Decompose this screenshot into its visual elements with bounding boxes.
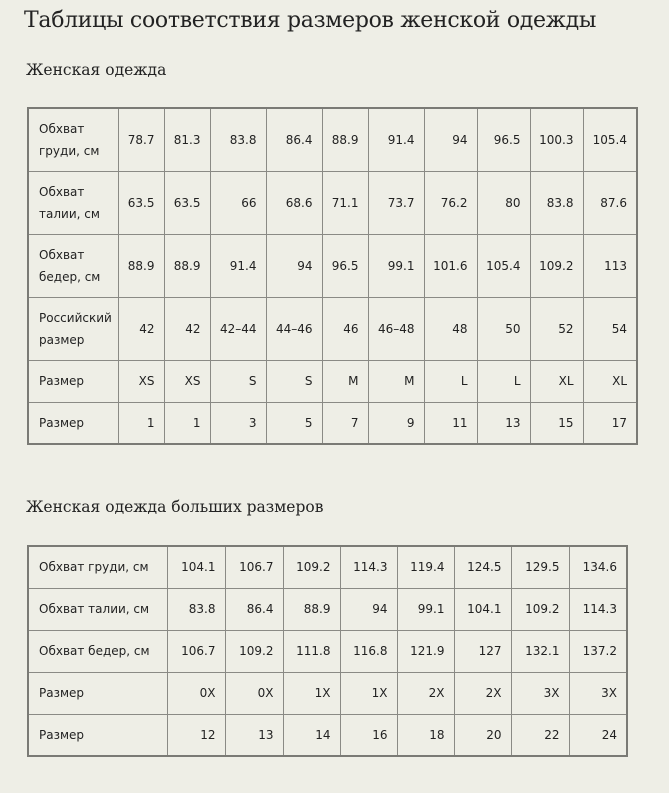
row-label-text: Обхват бедер, см [39, 247, 101, 284]
table-cell: 111.8 [283, 630, 340, 672]
row-label-text: Обхват талии, см [39, 184, 100, 221]
table-row [28, 672, 627, 714]
table-cell: 52 [530, 297, 583, 360]
table-cell: 13 [477, 402, 530, 444]
table-cell: 137.2 [569, 630, 627, 672]
table-cell: 48 [424, 297, 477, 360]
table-cell: S [266, 360, 322, 402]
table-cell: 86.4 [266, 108, 322, 171]
table-cell: 88.9 [322, 108, 368, 171]
table-cell: 54 [583, 297, 637, 360]
table-cell: 106.7 [167, 630, 225, 672]
table-cell: 101.6 [424, 234, 477, 297]
table-cell: 9 [368, 402, 424, 444]
table-row [28, 171, 637, 234]
table-row [28, 546, 627, 588]
table-row [28, 297, 637, 360]
table-cell: 11 [424, 402, 477, 444]
table-cell: 42–44 [210, 297, 266, 360]
row-label [28, 297, 118, 360]
table-cell: 109.2 [530, 234, 583, 297]
table-cell: 87.6 [583, 171, 637, 234]
row-label: Размер [28, 714, 167, 756]
row-label: Обхват груди, см [28, 546, 167, 588]
table-cell: 46–48 [368, 297, 424, 360]
table-cell: 63.5 [118, 171, 164, 234]
table-cell: 3 [210, 402, 266, 444]
table-cell: 109.2 [283, 546, 340, 588]
table-cell: 76.2 [424, 171, 477, 234]
row-label: Размер [28, 402, 118, 444]
table-cell: 124.5 [454, 546, 511, 588]
section-title-plus-size-clothing: Женская одежда больших размеров [26, 498, 324, 516]
table-cell: 20 [454, 714, 511, 756]
table-cell: 121.9 [397, 630, 454, 672]
table-cell: 50 [477, 297, 530, 360]
table-cell: 96.5 [477, 108, 530, 171]
table-cell: 14 [283, 714, 340, 756]
table-row [28, 714, 627, 756]
row-label [28, 234, 118, 297]
page-title: Таблицы соответствия размеров женской одежды [24, 8, 597, 33]
table-cell: 106.7 [225, 546, 283, 588]
table-cell: 94 [266, 234, 322, 297]
table-cell: 99.1 [368, 234, 424, 297]
table-cell: 42 [164, 297, 210, 360]
table-cell: 42 [118, 297, 164, 360]
table-cell: 94 [340, 588, 397, 630]
table-cell: S [210, 360, 266, 402]
section-title-womens-clothing: Женская одежда [26, 61, 167, 79]
table-cell: 71.1 [322, 171, 368, 234]
table-cell: 114.3 [569, 588, 627, 630]
table-cell: 17 [583, 402, 637, 444]
table-row [28, 588, 627, 630]
table-cell: 15 [530, 402, 583, 444]
table-cell: 83.8 [530, 171, 583, 234]
table-cell: 16 [340, 714, 397, 756]
row-label: Размер [28, 672, 167, 714]
row-label: Обхват талии, см [28, 588, 167, 630]
table-cell: 99.1 [397, 588, 454, 630]
table-cell: 7 [322, 402, 368, 444]
table-cell: 127 [454, 630, 511, 672]
table-cell: 0X [225, 672, 283, 714]
table-cell: 1 [118, 402, 164, 444]
table-cell: 88.9 [283, 588, 340, 630]
table-cell: 83.8 [167, 588, 225, 630]
table-cell: 91.4 [368, 108, 424, 171]
table-row [28, 402, 637, 444]
table-cell: 3X [569, 672, 627, 714]
row-label-text: Российский размер [39, 310, 112, 347]
table-cell: XL [583, 360, 637, 402]
table-cell: 12 [167, 714, 225, 756]
table-cell: 134.6 [569, 546, 627, 588]
table-cell: XS [164, 360, 210, 402]
table-cell: 66 [210, 171, 266, 234]
table-row [28, 360, 637, 402]
table-cell: 96.5 [322, 234, 368, 297]
table-cell: 88.9 [164, 234, 210, 297]
table-row [28, 234, 637, 297]
table-cell: 80 [477, 171, 530, 234]
table-cell: 46 [322, 297, 368, 360]
table-cell: 119.4 [397, 546, 454, 588]
table-cell: 109.2 [511, 588, 569, 630]
table-cell: 68.6 [266, 171, 322, 234]
plus-size-table [27, 545, 628, 757]
table-cell: 113 [583, 234, 637, 297]
womens-size-table [27, 107, 638, 445]
table-cell: 73.7 [368, 171, 424, 234]
table-cell: 105.4 [477, 234, 530, 297]
table-cell: M [322, 360, 368, 402]
row-label [28, 108, 118, 171]
table-cell: 94 [424, 108, 477, 171]
table-cell: 81.3 [164, 108, 210, 171]
table-cell: L [424, 360, 477, 402]
table-cell: 132.1 [511, 630, 569, 672]
table-cell: XL [530, 360, 583, 402]
table-cell: 3X [511, 672, 569, 714]
table-cell: 2X [397, 672, 454, 714]
table-cell: 22 [511, 714, 569, 756]
table-cell: 63.5 [164, 171, 210, 234]
table-cell: 1X [283, 672, 340, 714]
table-cell: 83.8 [210, 108, 266, 171]
table-cell: L [477, 360, 530, 402]
table-cell: 44–46 [266, 297, 322, 360]
table-row [28, 630, 627, 672]
row-label [28, 171, 118, 234]
table-cell: XS [118, 360, 164, 402]
table-cell: 129.5 [511, 546, 569, 588]
table-cell: M [368, 360, 424, 402]
table-cell: 24 [569, 714, 627, 756]
row-label: Обхват бедер, см [28, 630, 167, 672]
table-cell: 13 [225, 714, 283, 756]
table-cell: 86.4 [225, 588, 283, 630]
row-label: Размер [28, 360, 118, 402]
table-cell: 105.4 [583, 108, 637, 171]
table-cell: 104.1 [167, 546, 225, 588]
table-cell: 91.4 [210, 234, 266, 297]
table-cell: 1 [164, 402, 210, 444]
table-row [28, 108, 637, 171]
table-cell: 78.7 [118, 108, 164, 171]
table-cell: 114.3 [340, 546, 397, 588]
table-cell: 0X [167, 672, 225, 714]
table-cell: 116.8 [340, 630, 397, 672]
table-cell: 5 [266, 402, 322, 444]
row-label-text: Обхват груди, см [39, 121, 100, 158]
table-cell: 109.2 [225, 630, 283, 672]
table-cell: 100.3 [530, 108, 583, 171]
table-cell: 2X [454, 672, 511, 714]
table-cell: 18 [397, 714, 454, 756]
table-cell: 88.9 [118, 234, 164, 297]
table-cell: 104.1 [454, 588, 511, 630]
table-cell: 1X [340, 672, 397, 714]
